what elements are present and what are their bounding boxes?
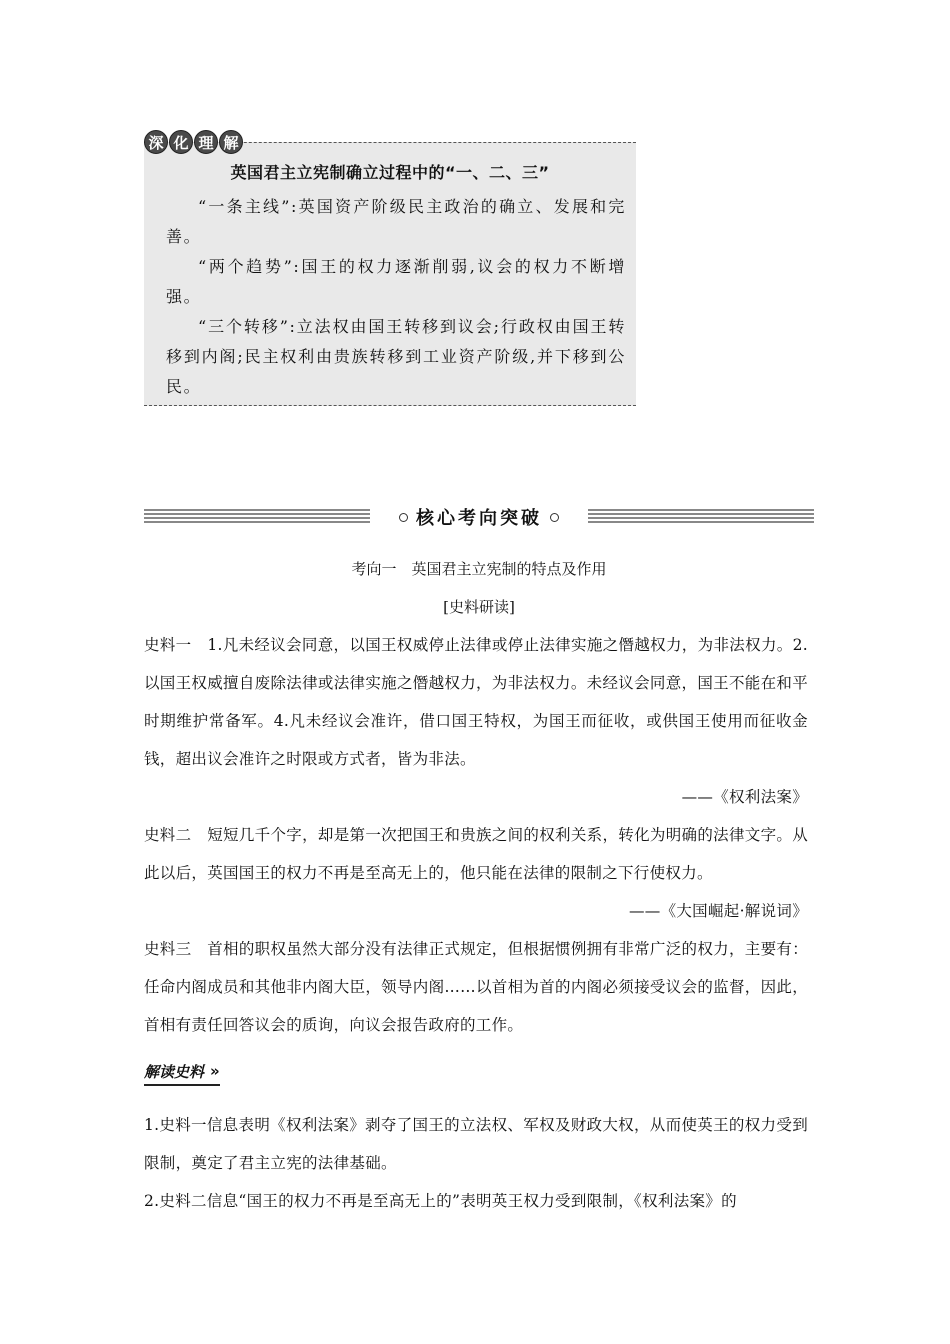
section-title: 考向一 英国君主立宪制的特点及作用 [351, 560, 607, 578]
tag-char: 化 [169, 130, 193, 154]
circle-bullet-icon [550, 513, 559, 522]
callout-title: 英国君主立宪制确立过程中的“一、二、三” [230, 163, 550, 182]
section-banner [144, 502, 814, 532]
tag-char: 理 [194, 130, 218, 154]
circle-bullet-icon [399, 513, 408, 522]
material-two: 史料二 短短几千个字，却是第一次把国王和贵族之间的权利关系，转化为明确的法律文字。从此以后，英国国王的权力不再是至高无上的，他只能在法律的限制之下行使权力。 [144, 826, 808, 882]
material-one: 史料一 1.凡未经议会同意，以国王权威停止法律或停止法律实施之僭越权力，为非法权力。2.以国王权威擅自废除法律或法律实施之僭越权力，为非法权力。未经议会同意，国王不能在和平时期维护常备军。4.凡未经议会准许，借口国王特权，为国王而征收，或供国王使用而征收金钱，超出议会准许之时限或方式者，皆为非法。 [144, 636, 808, 768]
banner-stripes-right [584, 509, 814, 525]
materials-block [144, 626, 808, 1044]
reading-heading-label: 解读史料 [144, 1062, 205, 1081]
callout-tag [144, 130, 243, 154]
section-subtitle: [史料研读] [443, 598, 515, 616]
callout-paragraph: “三个转移”:立法权由国王转移到议会;行政权由国王转移到内阁;民主权利由贵族转移到工业资产阶级,并下移到公民。 [166, 317, 626, 396]
reading-item: 1.史料一信息表明《权利法案》剥夺了国王的立法权、军权及财政大权，从而使英王的权力受到限制，奠定了君主立宪的法律基础。 [144, 1116, 808, 1172]
callout-paragraph: “一条主线”:英国资产阶级民主政治的确立、发展和完善。 [166, 197, 626, 246]
reading-heading [144, 1058, 220, 1086]
material-three: 史料三 首相的职权虽然大部分没有法律正式规定，但根据惯例拥有非常广泛的权力，主要有：任命内阁成员和其他非内阁大臣，领导内阁……以首相为首的内阁必须接受议会的监督，因此，首相有责任回答议会的质询，向议会报告政府的工作。 [144, 940, 808, 1034]
material-one-source: ——《权利法案》 [681, 788, 808, 806]
tag-char: 深 [144, 130, 168, 154]
tag-char: 解 [219, 130, 243, 154]
callout-paragraph: “两个趋势”:国王的权力逐渐削弱,议会的权力不断增强。 [166, 257, 626, 306]
banner-label: 核心考向突破 [416, 508, 542, 529]
deepen-understanding-box [144, 130, 636, 405]
material-two-source: ——《大国崛起·解说词》 [628, 902, 808, 920]
banner-stripes-left [144, 509, 374, 525]
double-chevron-icon: » [210, 1062, 220, 1080]
banner-label-wrap [370, 502, 588, 532]
reading-items [144, 1106, 808, 1220]
callout-text [166, 192, 626, 402]
reading-item: 2.史料二信息“国王的权力不再是至高无上的”表明英王权力受到限制，《权利法案》的 [144, 1192, 737, 1210]
